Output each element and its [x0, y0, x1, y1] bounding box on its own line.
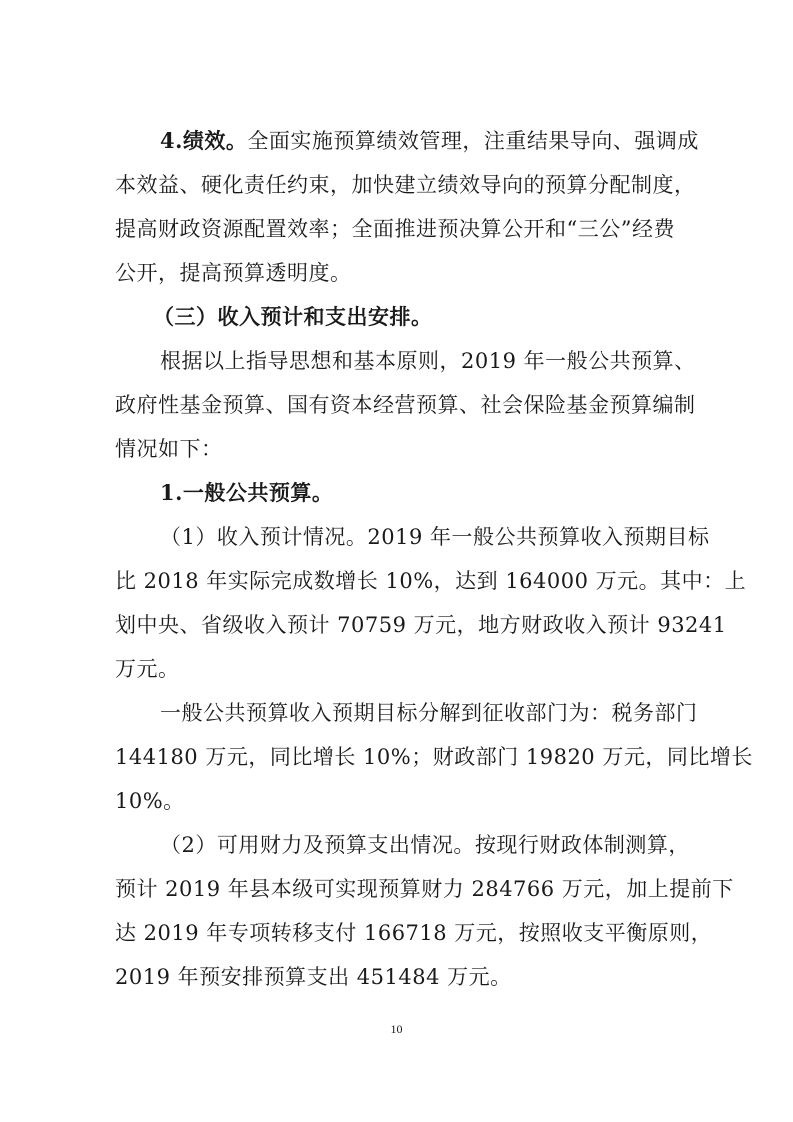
section-heading: （三）收入预计和支出安排。	[153, 304, 433, 329]
paragraph-line: 公开，提高预算透明度。	[115, 261, 352, 285]
paragraph-line: 划中央、省级收入预计 70759 万元，地方财政收入预计 93241	[115, 613, 727, 637]
page-number: 10	[390, 1022, 403, 1036]
paragraph-line: 根据以上指导思想和基本原则，2019 年一般公共预算、	[160, 349, 696, 373]
paragraph-line: 2019 年预安排预算支出 451484 万元。	[115, 965, 512, 989]
paragraph-line: （2）可用财力及预算支出情况。按现行财政体制测算，	[160, 833, 690, 857]
paragraph-line: 万元。	[115, 657, 180, 681]
paragraph-line: 10%。	[115, 789, 185, 813]
paragraph-line: 4.绩效。全面实施预算绩效管理，注重结果导向、强调成	[160, 128, 699, 153]
item-lead: 4.绩效。	[160, 128, 248, 153]
paragraph-line: 政府性基金预算、国有资本经营预算、社会保险基金预算编制	[115, 393, 696, 417]
paragraph-line: 预计 2019 年县本级可实现预算财力 284766 万元，加上提前下	[115, 877, 734, 901]
paragraph-line: 144180 万元，同比增长 10%；财政部门 19820 万元，同比增长	[115, 745, 753, 769]
paragraph-line: 本效益、硬化责任约束，加快建立绩效导向的预算分配制度，	[115, 173, 696, 197]
paragraph-line: 提高财政资源配置效率；全面推进预决算公开和“三公”经费	[115, 217, 675, 241]
paragraph-line: 比 2018 年实际完成数增长 10%，达到 164000 万元。其中：上	[115, 569, 747, 593]
paragraph-line: 一般公共预算收入预期目标分解到征收部门为：税务部门	[160, 701, 698, 725]
subsection-heading: 1.一般公共预算。	[160, 480, 334, 505]
paragraph-line: 情况如下：	[115, 437, 223, 461]
paragraph-line: （1）收入预计情况。2019 年一般公共预算收入预期目标	[160, 525, 710, 549]
paragraph-line: 达 2019 年专项转移支付 166718 万元，按照收支平衡原则，	[115, 921, 713, 945]
